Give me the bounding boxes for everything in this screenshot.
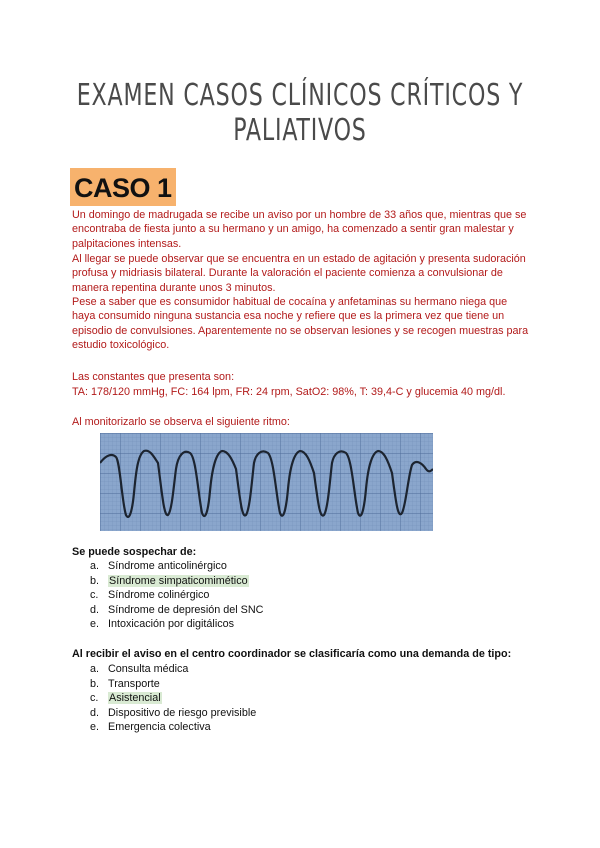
question-1-option-c[interactable]: c. Síndrome colinérgico xyxy=(90,589,210,602)
question-2-option-b[interactable]: b. Transporte xyxy=(90,677,160,690)
question-1-option-e[interactable]: e. Intoxicación por digitálicos xyxy=(90,618,235,631)
question-1-option-b[interactable]: b. Síndrome simpaticomimético xyxy=(90,574,248,587)
case-paragraph-1: Un domingo de madrugada se recibe un aviso por un hombre de 33 años que, mientras que se encontraba de fiesta junto a su hermano y un amigo, ha comenzado a sentir gran malestar y palpitaciones intensas. xyxy=(72,209,527,250)
vitals-intro: Las constantes que presenta son: xyxy=(72,371,235,383)
highlighted-answer: Síndrome simpaticomimético xyxy=(109,574,248,587)
question-2-options xyxy=(90,662,256,735)
highlighted-answer: Asistencial xyxy=(109,692,161,705)
ecg-grid xyxy=(100,433,433,531)
question-2-option-a[interactable]: a. Consulta médica xyxy=(90,663,189,675)
ecg-rhythm-strip xyxy=(100,433,433,531)
question-1-option-a[interactable]: a. Síndrome anticolinérgico xyxy=(90,560,227,572)
case-label: CASO 1 xyxy=(70,168,176,206)
question-1-options xyxy=(90,559,263,632)
question-2-option-d[interactable]: d. Dispositivo de riesgo previsible xyxy=(90,706,257,719)
question-2-option-c[interactable]: c. Asistencial xyxy=(90,692,161,705)
vitals-values: TA: 178/120 mmHg, FC: 164 lpm, FR: 24 rpm, SatO2: 98%, T: 39,4-C y glucemia 40 mg/dl. xyxy=(72,386,506,398)
question-1-prompt: Se puede sospechar de: xyxy=(72,546,197,558)
case-paragraph-3: Pese a saber que es consumidor habitual de cocaína y anfetaminas su hermano niega que haya consumido ninguna sustancia esa noche y refiere que es la primera vez que tiene un episodio de convulsiones. Aparentemente no se observan lesiones y se recogen muestras para estudio toxicológico. xyxy=(72,296,529,352)
document-title: EXAMEN CASOS CLÍNICOS CRÍTICOS Y PALIATIVOS xyxy=(76,78,524,148)
question-1-option-d[interactable]: d. Síndrome de depresión del SNC xyxy=(90,603,264,616)
question-2-option-e[interactable]: e. Emergencia colectiva xyxy=(90,721,211,734)
case-paragraph-2: Al llegar se puede observar que se encuentra en un estado de agitación y presenta sudoración profusa y midriasis bilateral. Durante la valoración el paciente comienza a convulsionar de manera repentina durante unos 3 minutos. xyxy=(72,253,526,294)
question-2-prompt: Al recibir el aviso en el centro coordinador se clasificaría como una demanda de tipo: xyxy=(72,648,512,660)
monitor-intro: Al monitorizarlo se observa el siguiente ritmo: xyxy=(72,416,290,428)
